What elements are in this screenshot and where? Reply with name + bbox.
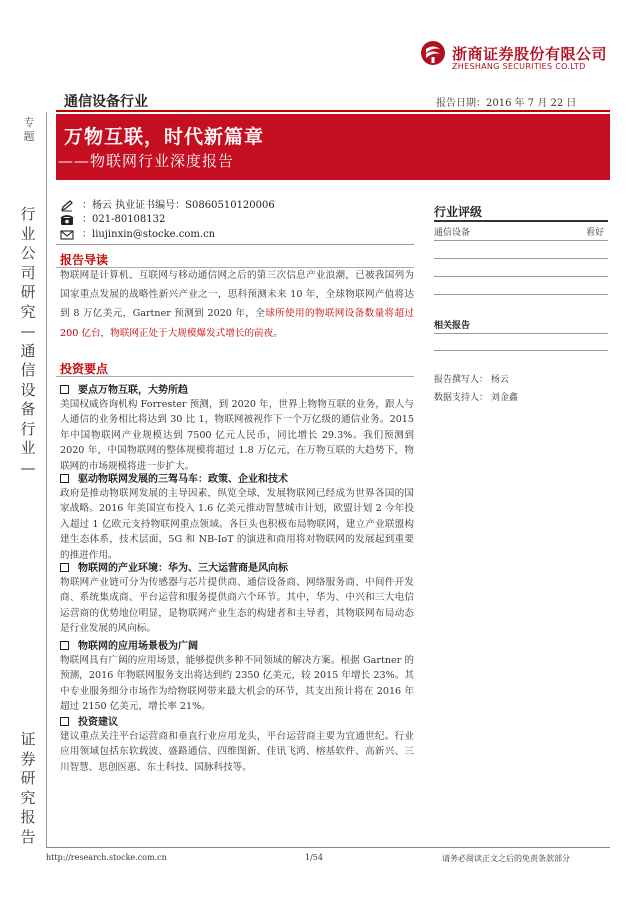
footer-divider [46, 847, 610, 848]
square-bullet-icon [60, 563, 69, 572]
phone-line: ：021-80108132 [82, 214, 166, 225]
intro-text-plain: 物联网是计算机、互联网与移动通信网之后的第三次信息产业浪潮，已被我国列为国家重点发展的战略性新兴产业之一，思科预测未来 10 年，全球物联网产值将达到 8 万亿美元，Gartner 预测到 2020 年，全 [60, 270, 414, 320]
point-1-title: 要点万物互联，大势所趋 [60, 381, 188, 396]
rating-line-2 [434, 258, 608, 259]
side-bottom-text: 证券研究报告 [20, 730, 36, 846]
rating-row [434, 225, 604, 238]
mail-icon [60, 229, 74, 241]
points-divider [56, 376, 414, 377]
point-3-title: 物联网的产业环境：华为、三大运营商是风向标 [60, 559, 288, 574]
page-number: 1/54 [305, 853, 323, 862]
square-bullet-icon [60, 385, 69, 394]
side-tag: 专题 [23, 116, 35, 143]
company-name-cn: 浙商证券股份有限公司 [452, 45, 608, 63]
point-4-text: 物联网具有广阔的应用场景，能够提供多种不同领域的解决方案。根据 Gartner 的预测，2016 年物联网服务支出将达到约 2350 亿美元，较 2015 年增长 23%。其中专业服务细分市场作为给物联网带来最大机会的环节，其支出预计将在 2016 年超过 2150 亿美元，增长率 21%。 [60, 655, 414, 713]
disclaimer-note: 请务必阅读正文之后的免责条款部分 [442, 854, 570, 863]
contact-phone [60, 210, 165, 226]
rating-line-1 [434, 240, 608, 241]
header-divider [56, 110, 610, 112]
point-1-text: 美国权威咨询机构 Forrester 预测，到 2020 年，世界上物物互联的业务，跟人与人通信的业务相比将达到 30 比 1，物联网被视作下一个万亿级的通信业务。2015 年中国物联网产业规模达到 7500 亿元人民币，同比增长 29.3%。我们预测到 2020 年，中国物联网的整体规模将超过 1.8 万亿元，在万物互联的大趋势下，物联网的市场规模将进一步扩大。 [60, 399, 414, 472]
side-divider [46, 112, 47, 847]
data-supporter: 数据支持人： 刘金鑫 [434, 393, 518, 403]
point-3-text: 物联网产业链可分为传感器与芯片提供商、通信设备商、网络服务商、中间件开发商、系统集成商、平台运营和服务提供商六个环节。其中，华为、中兴和三大电信运营商的优势地位明显，是物联网产业生态的构建者和主导者，其物联网布局动态是行业发展的风向标。 [60, 577, 414, 635]
point-2-text: 政府是推动物联网发展的主导因素，纵览全球，发展物联网已经成为世界各国的国家战略。2016 年美国宣布投入 1.6 亿美元推动智慧城市计划，欧盟计划 2 今年投入超过 1 亿欧元支持物联网重点领域。各巨头也积极布局物联网，建立产业联盟构建生态体系，技术层面，5G 和 NB-IoT 的演进和商用将对物联网的发展起到重要的推进作用。 [60, 488, 414, 561]
email-line[interactable]: ：liujinxin@stocke.com.cn [82, 229, 216, 240]
report-date: 报告日期：2016 年 7 月 22 日 [436, 98, 577, 109]
point-5-text: 建议重点关注平台运营商和垂直行业应用龙头，平台运营商主要为宜通世纪。行业应用领域包括东软载波、盛路通信、四维图新、佳讯飞鸿、榕基软件、高新兴、三川智慧、思创医惠、东土科技、国脉科技等。 [60, 731, 414, 773]
rating-line-3 [434, 276, 608, 277]
contact-email [60, 225, 215, 241]
square-bullet-icon [60, 641, 69, 650]
related-line-1 [434, 333, 608, 334]
rating-divider-top [434, 220, 608, 222]
report-title: 万物互联，时代新篇章 [64, 126, 265, 148]
related-line-2 [434, 350, 608, 351]
point-5-title: 投资建议 [60, 713, 118, 728]
square-bullet-icon [60, 717, 69, 726]
square-bullet-icon [60, 474, 69, 483]
rating-sector: 通信设备 [434, 228, 471, 238]
rating-heading: 行业评级 [434, 205, 483, 219]
intro-text-highlight: 球所使用的物联网设备数量将超过 200 亿台，物联网正处于大规模爆发式增长的前夜。 [60, 308, 414, 339]
related-reports-heading: 相关报告 [434, 321, 471, 331]
report-subtitle: ——物联网行业深度报告 [58, 152, 235, 170]
point-4-title: 物联网的应用场景极为广阔 [60, 637, 198, 652]
company-name-en: ZHESHANG SECURITIES CO.LTD [452, 62, 586, 71]
analyst-line: ：杨云 执业证书编号：S0860510120006 [82, 200, 275, 211]
contact-divider [56, 244, 414, 245]
intro-heading: 报告导读 [60, 253, 109, 267]
report-author: 报告撰写人： 杨云 [434, 375, 509, 385]
rating-line-4 [434, 294, 608, 295]
company-logo-icon [420, 40, 446, 66]
industry-label: 通信设备行业 [64, 94, 148, 110]
intro-paragraph [60, 266, 414, 343]
footer-url[interactable]: http://research.stocke.com.cn [46, 853, 167, 862]
point-2-title: 驱动物联网发展的三驾马车：政策、企业和技术 [60, 470, 288, 485]
rating-value: 看好 [585, 228, 604, 238]
points-heading: 投资要点 [60, 362, 109, 376]
phone-icon [60, 214, 74, 226]
side-vertical-text: 行业公司研究—通信设备行业— [20, 205, 36, 477]
